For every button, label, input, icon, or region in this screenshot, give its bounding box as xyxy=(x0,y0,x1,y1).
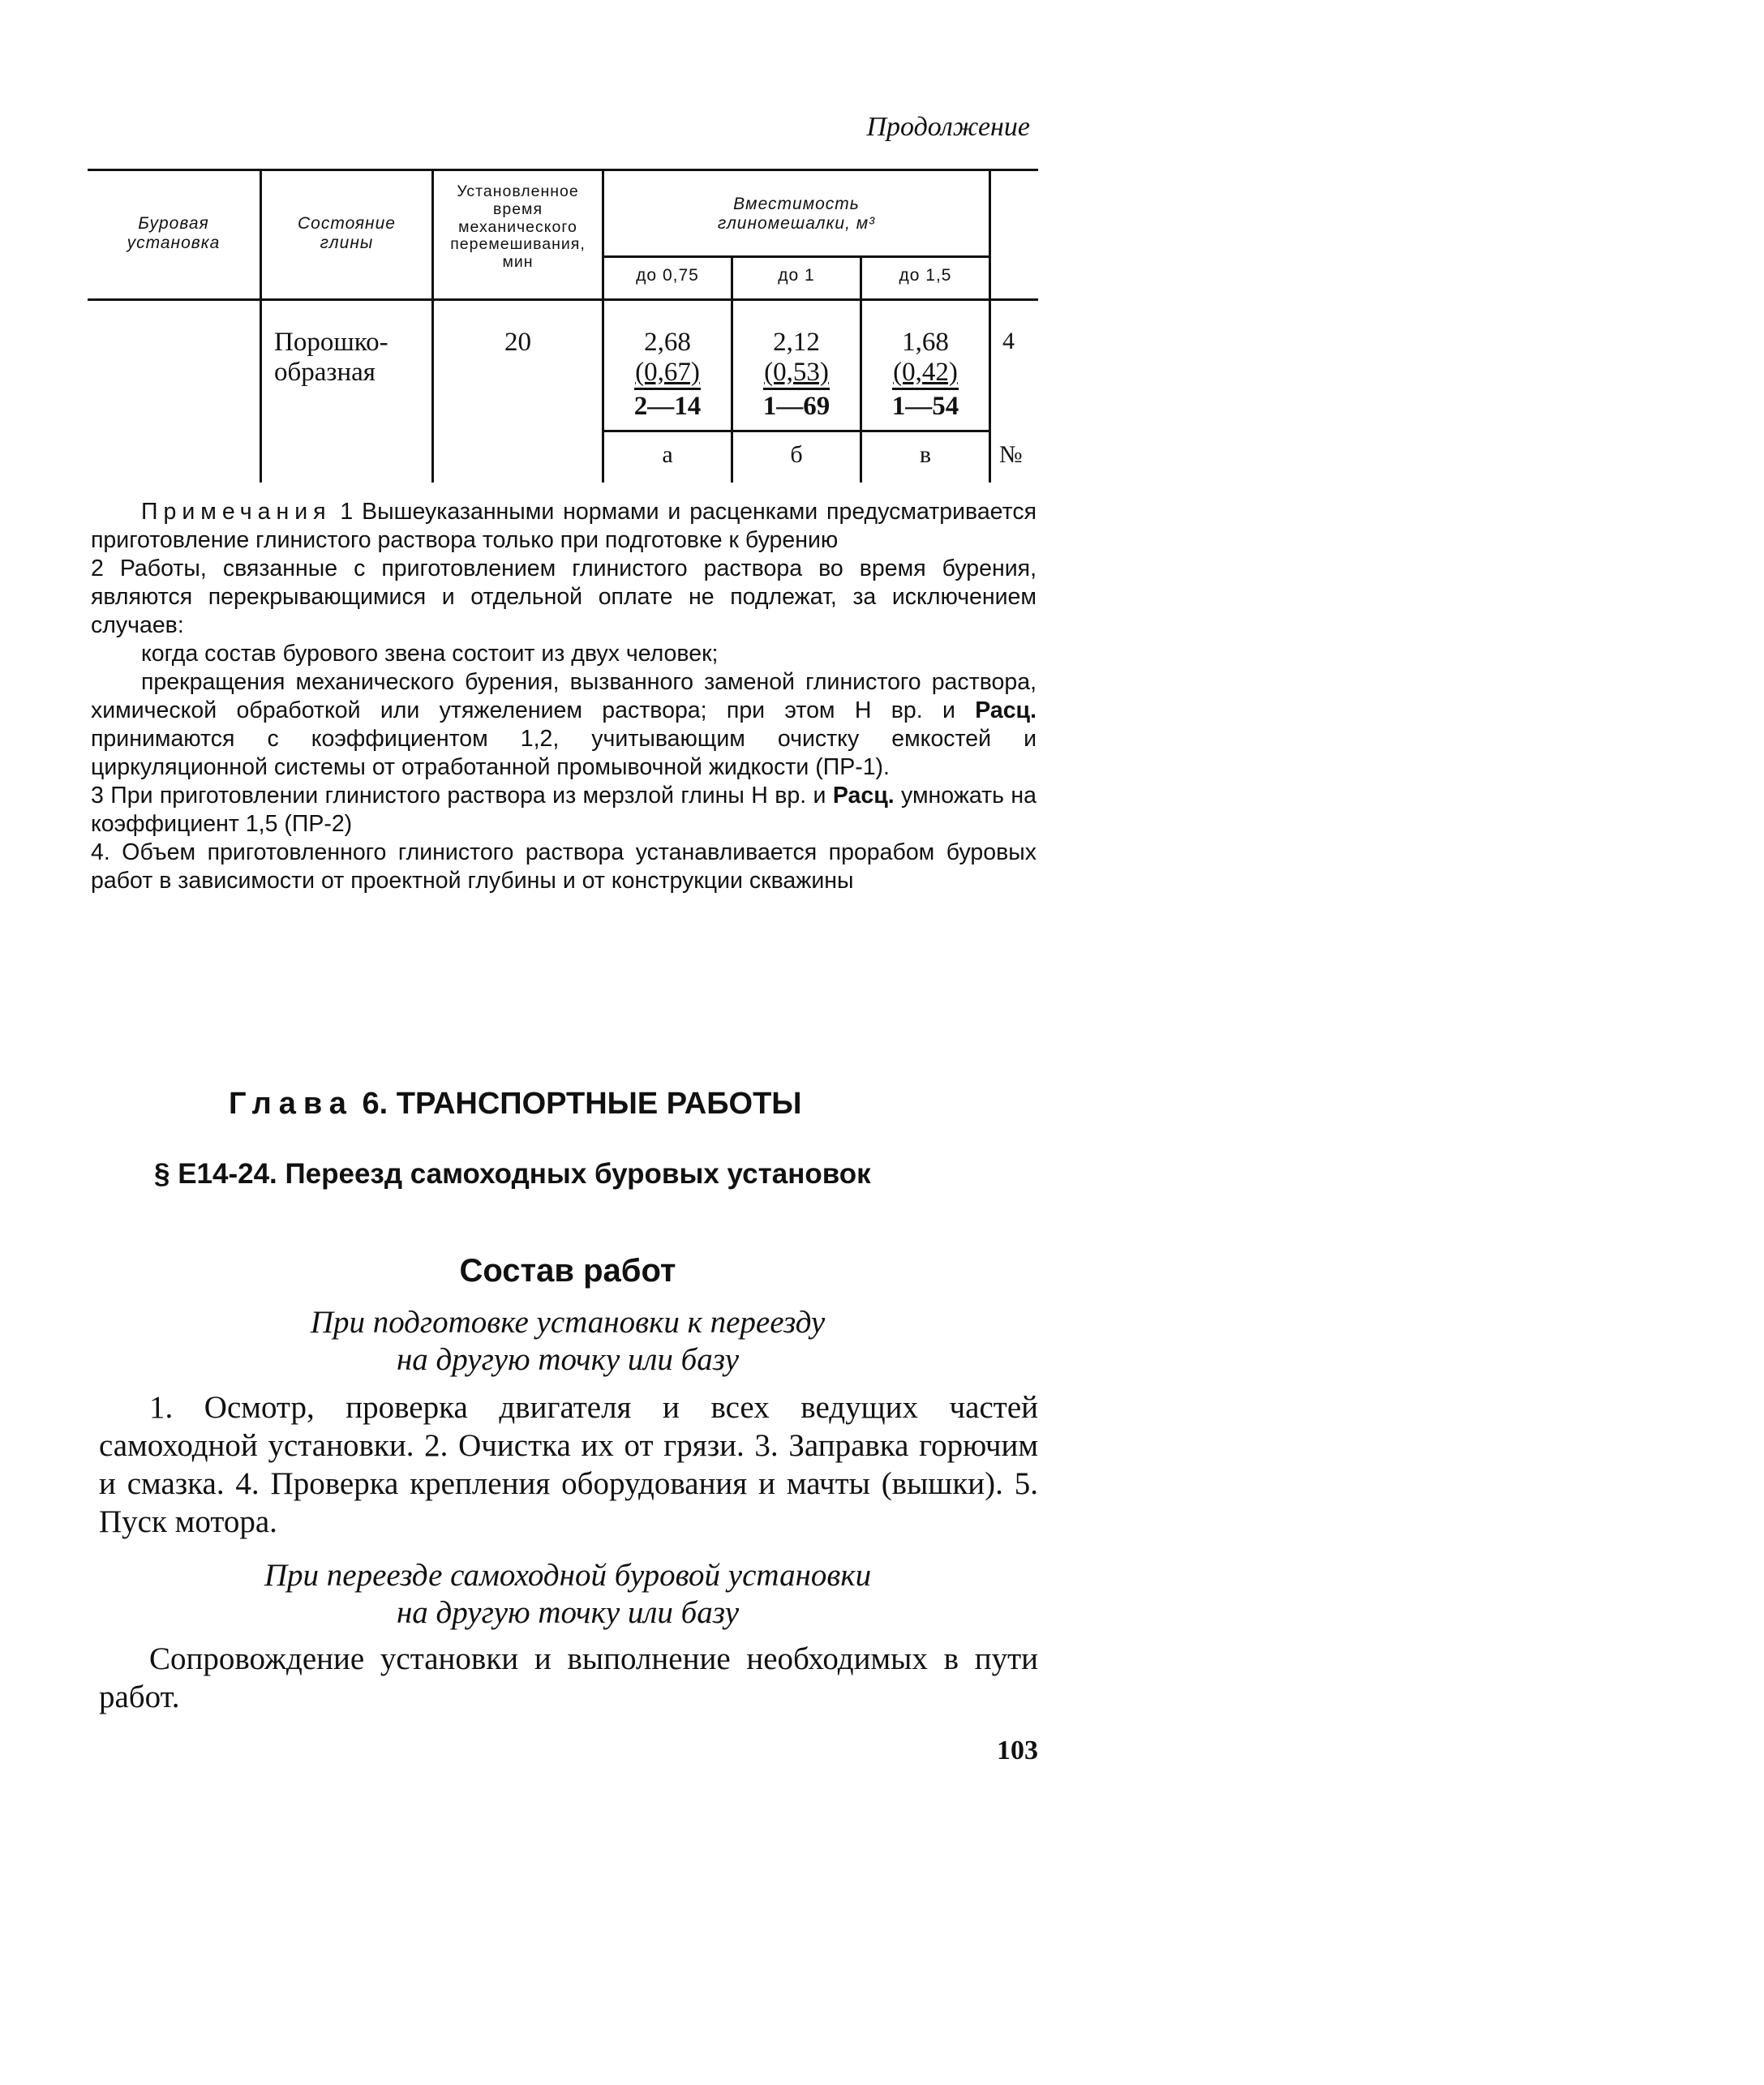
header-col-c: до 1,5 xyxy=(899,266,952,285)
footer-num: № xyxy=(999,441,1023,468)
header-col-b: до 1 xyxy=(778,266,815,285)
cell-clay-state: Порошко- образная xyxy=(274,328,388,387)
note-3: 3 При приготовлении глинистого раствора из мерзлой глины Н вр. и Расц. умножать на коэффициент 1,5 (ПР-2) xyxy=(91,783,1037,837)
paragraph-relocation: Сопровождение установки и выполнение необходимых в пути работ. xyxy=(99,1641,1038,1714)
paragraph-preparation: 1. Осмотр, проверка двигателя и всех ведущих частей самоходной установки. 2. Очистка их от грязи. 3. Заправка горючим и смазка. 4. Проверка крепления оборудования и мачты (вышки). 5. Пуск мотора. xyxy=(99,1390,1038,1539)
header-bottom-rule xyxy=(88,298,1038,301)
note-4: 4. Объем приготовленного глинистого раствора устанавливается прорабом буровых работ в зависимости от проектной глубины и от конструкции скважины xyxy=(91,839,1037,894)
page-number: 103 xyxy=(997,1735,1038,1765)
cell-a-norm: 2,68 xyxy=(644,328,691,357)
cell-mixing-time: 20 xyxy=(504,328,531,357)
capacity-header-rule xyxy=(602,255,991,258)
subheading-preparation: При подготовке установки к переезду на другую точку или базу xyxy=(310,1305,826,1377)
note-2b: прекращения механического бурения, вызванного заменой глинистого раствора, химической обработкой или утяжелением раствора; при этом Н вр. и Расц. принимаются с коэффициентом 1,2, учитывающим очистку емкостей и циркуляционной системы от отработанной промывочной жидкости (ПР-1). xyxy=(91,669,1037,780)
header-clay-state: Состояние глины xyxy=(298,214,396,252)
footer-a: а xyxy=(662,441,673,468)
cell-col-a xyxy=(604,328,731,422)
cell-a-mech: (0,67) xyxy=(635,357,700,387)
note-2: 2 Работы, связанные с приготовлением глинистого раствора во время бурения, являются перекрывающимися и отдельной оплате не подлежат, за исключением случаев: xyxy=(91,556,1037,638)
cell-b-price: 1—69 xyxy=(763,388,830,422)
note-1: Примечания 1 Вышеуказанными нормами и расценками предусматривается приготовление глинистого раствора только при подготовке к бурению xyxy=(91,499,1037,553)
rasc-bold-1: Расц. xyxy=(975,697,1037,723)
cell-c-price: 1—54 xyxy=(892,388,959,422)
chapter-title: Глава 6. ТРАНСПОРТНЫЕ РАБОТЫ xyxy=(229,1087,802,1121)
cell-a-price: 2—14 xyxy=(634,388,702,422)
header-col-a: до 0,75 xyxy=(636,266,699,285)
cell-b-mech: (0,53) xyxy=(764,357,829,387)
cell-c-norm: 1,68 xyxy=(902,328,949,357)
cell-row-number: 4 xyxy=(1002,328,1015,354)
letters-rule xyxy=(602,430,991,432)
table-notes xyxy=(91,498,1037,895)
section-title: § Е14-24. Переезд самоходных буровых установок xyxy=(154,1158,871,1190)
cell-col-b xyxy=(733,328,860,422)
cell-col-c xyxy=(862,328,989,422)
header-mixing-time: Установленное время механического перемешивания, мин xyxy=(450,182,586,272)
continuation-label: Продолжение xyxy=(866,112,1030,142)
cell-b-norm: 2,12 xyxy=(773,328,820,357)
norms-table xyxy=(88,169,1038,483)
header-capacity: Вместимость глиномешалки, м³ xyxy=(717,195,876,233)
rasc-bold-2: Расц. xyxy=(832,783,895,809)
note-2a: когда состав бурового звена состоит из двух человек; xyxy=(141,641,719,667)
composition-heading: Состав работ xyxy=(459,1253,676,1289)
footer-c: в xyxy=(919,441,932,468)
col-divider-6 xyxy=(989,169,991,483)
notes-label: Примечания xyxy=(141,499,332,525)
subheading-relocation: При переезде самоходной буровой установки на другую точку или базу xyxy=(264,1558,872,1630)
cell-c-mech: (0,42) xyxy=(893,357,958,387)
footer-b: б xyxy=(790,441,803,468)
header-rig: Буровая установка xyxy=(127,214,221,252)
table-top-rule xyxy=(88,169,1038,171)
